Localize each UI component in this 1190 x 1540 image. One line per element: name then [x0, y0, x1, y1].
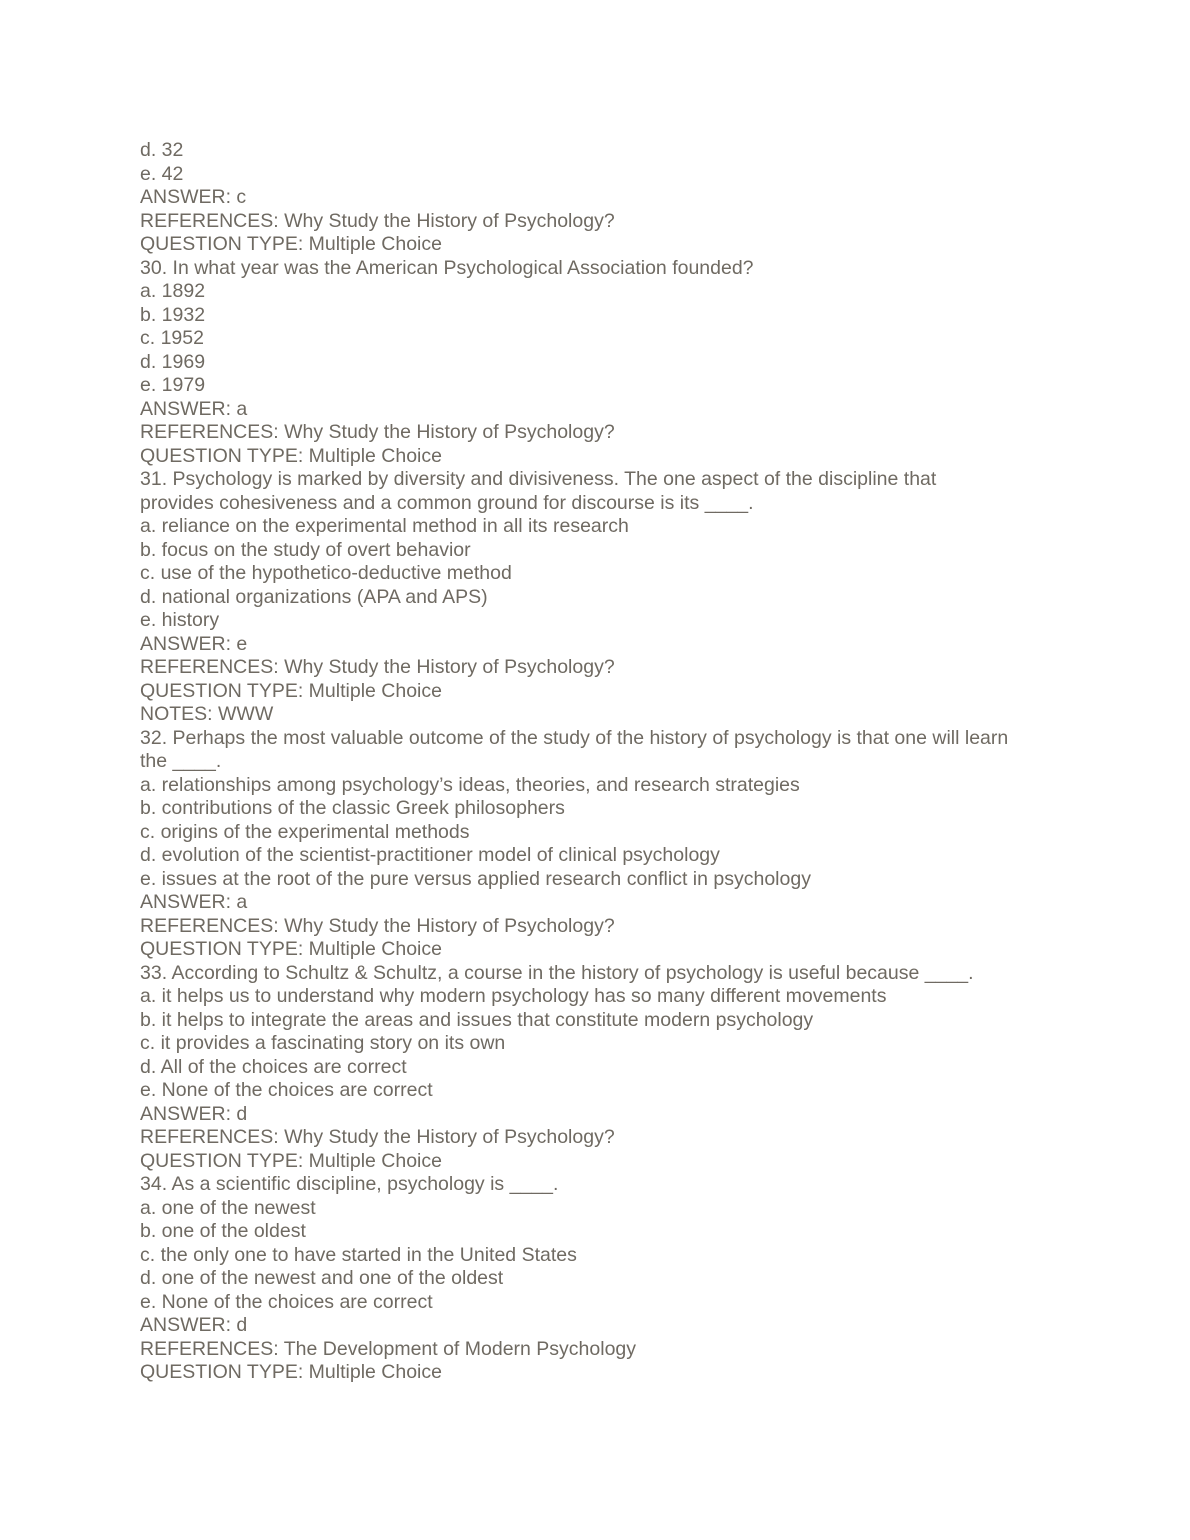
option-line: a. reliance on the experimental method in all its research	[140, 515, 629, 537]
option-line: a. one of the newest	[140, 1196, 316, 1219]
references-line: REFERENCES: Why Study the History of Psychology?	[140, 209, 615, 232]
question-32-continued: the ____.	[140, 750, 222, 772]
option-line: c. it provides a fascinating story on its own	[140, 1032, 506, 1054]
question-type-line: QUESTION TYPE: Multiple Choice	[140, 938, 442, 960]
option-line: a. it helps us to understand why modern psychology has so many different movements	[140, 985, 887, 1007]
question-30: 30. In what year was the American Psychological Association founded?	[140, 256, 754, 279]
references-line: REFERENCES: Why Study the History of Psychology?	[140, 421, 615, 443]
option-line: a. relationships among psychology’s ideas, theories, and research strategies	[140, 773, 800, 796]
option-line: e. None of the choices are correct	[140, 1290, 433, 1313]
references-line: REFERENCES: The Development of Modern Psychology	[140, 1337, 637, 1360]
option-line: b. one of the oldest	[140, 1220, 306, 1242]
option-line: d. 1969	[140, 350, 206, 373]
option-line: b. it helps to integrate the areas and issues that constitute modern psychology	[140, 1008, 814, 1031]
references-line: REFERENCES: Why Study the History of Psychology?	[140, 656, 615, 678]
option-line: c. use of the hypothetico-deductive method	[140, 562, 512, 584]
answer-line: ANSWER: c	[140, 186, 247, 208]
question-type-line: QUESTION TYPE: Multiple Choice	[140, 1149, 442, 1172]
option-line: b. 1932	[140, 303, 206, 326]
option-line: b. contributions of the classic Greek philosophers	[140, 797, 565, 819]
option-line: e. issues at the root of the pure versus applied research conflict in psychology	[140, 867, 811, 890]
question-32: 32. Perhaps the most valuable outcome of the study of the history of psychology is that one will learn	[140, 726, 1009, 749]
option-line: e. history	[140, 609, 220, 631]
option-line: e. 42	[140, 162, 184, 185]
references-line: REFERENCES: Why Study the History of Psychology?	[140, 914, 615, 937]
references-line: REFERENCES: Why Study the History of Psychology?	[140, 1126, 615, 1148]
question-type-line: QUESTION TYPE: Multiple Choice	[140, 1361, 442, 1383]
option-line: d. 32	[140, 139, 184, 161]
document-page	[140, 139, 1060, 1385]
question-33: 33. According to Schultz & Schultz, a course in the history of psychology is useful because ____.	[140, 961, 974, 984]
answer-line: ANSWER: d	[140, 1314, 248, 1336]
question-31-continued: provides cohesiveness and a common ground for discourse is its ____.	[140, 491, 754, 514]
option-line: c. origins of the experimental methods	[140, 820, 470, 843]
option-line: d. national organizations (APA and APS)	[140, 585, 488, 608]
answer-line: ANSWER: d	[140, 1102, 248, 1125]
question-34: 34. As a scientific discipline, psychology is ____.	[140, 1173, 559, 1195]
option-line: d. All of the choices are correct	[140, 1055, 407, 1078]
question-31: 31. Psychology is marked by diversity and divisiveness. The one aspect of the discipline that	[140, 468, 937, 490]
answer-line: ANSWER: a	[140, 891, 248, 913]
question-type-line: QUESTION TYPE: Multiple Choice	[140, 679, 442, 702]
option-line: b. focus on the study of overt behavior	[140, 538, 471, 561]
option-line: c. the only one to have started in the United States	[140, 1243, 577, 1266]
option-line: c. 1952	[140, 327, 204, 349]
option-line: a. 1892	[140, 280, 206, 302]
question-type-line: QUESTION TYPE: Multiple Choice	[140, 233, 442, 255]
answer-line: ANSWER: a	[140, 397, 248, 420]
option-line: d. one of the newest and one of the oldest	[140, 1267, 504, 1289]
option-line: e. 1979	[140, 374, 206, 396]
answer-line: ANSWER: e	[140, 632, 248, 655]
option-line: e. None of the choices are correct	[140, 1079, 433, 1101]
question-type-line: QUESTION TYPE: Multiple Choice	[140, 444, 442, 467]
notes-line: NOTES: WWW	[140, 703, 274, 725]
option-line: d. evolution of the scientist-practitioner model of clinical psychology	[140, 844, 720, 866]
